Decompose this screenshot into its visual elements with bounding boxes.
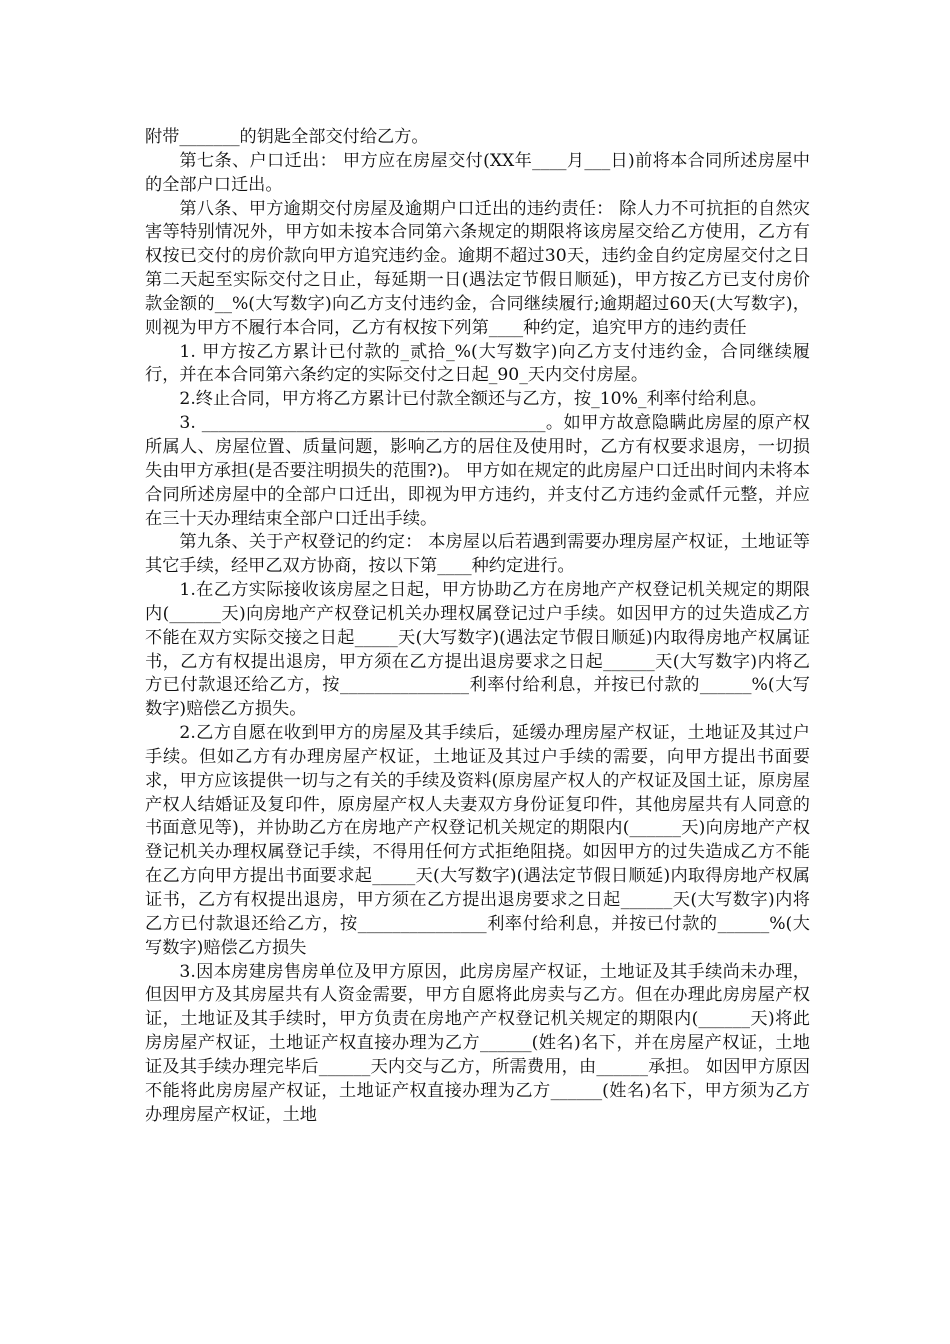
paragraph-key-handover-continuation: 附带_______的钥匙全部交付给乙方。 [145, 127, 429, 147]
paragraph-article-9-option-2: 2.乙方自愿在收到甲方的房屋及其手续后，延缓办理房屋产权证，土地证及其过户手续。但如乙方有办理房屋产权证，土地证及其过户手续的需要，向甲方提出书面要求，甲方应该提供一切与之有关的手续及资料(原房屋产权人的产权证及国土证，原房屋产权人结婚证及复印件，原房屋产权人夫妻双方身份证复印件，其他房屋共有人同意的书面意见等)，并协助乙方在房地产产权登记机关规定的期限内(______天)向房地产产权登记机关办理权属登记手续，不得用任何方式拒绝阻挠。如因甲方的过失造成乙方不能在乙方向甲方提出书面要求起_____天(大写数字)(遇法定节假日顺延)内取得房地产权属证书，乙方有权提出退房，甲方须在乙方提出退房要求之日起______天(大写数字)内将乙方已付款退还给乙方，按_______________利率付给利息，并按已付款的______%(大写数字)赔偿乙方损失 [145, 723, 810, 958]
contract-document-body [145, 126, 810, 1127]
paragraph-article-8-breach-liability: 第八条、甲方逾期交付房屋及逾期户口迁出的违约责任： 除人力不可抗拒的自然灾害等特别情况外，甲方如未按本合同第六条规定的期限将该房屋交给乙方使用，乙方有权按已交付的房价款向甲方追究违约金。逾期不超过30天，违约金自约定房屋交付之日第二天起至实际交付之日止，每延期一日(遇法定节假日顺延)，甲方按乙方已支付房价款金额的__%(大写数字)向乙方支付违约金，合同继续履行;逾期超过60天(大写数字)，则视为甲方不履行本合同，乙方有权按下列第____种约定，追究甲方的违约责任 [145, 198, 810, 338]
paragraph-article-8-option-2: 2.终止合同，甲方将乙方累计已付款全额还与乙方，按_10%_利率付给利息。 [179, 389, 767, 410]
paragraph-article-8-option-3: 3. ________________________________________。如甲方故意隐瞒此房屋的原产权所属人、房屋位置、质量问题，影响乙方的居住及使用时，乙方有权要求退房，一切损失由甲方承担(是否要注明损失的范围?)。 甲方如在规定的此房屋户口迁出时间内未将本合同所述房屋中的全部户口迁出，即视为甲方违约，并支付乙方违约金贰仟元整，并应在三十天办理结束全部户口迁出手续。 [145, 413, 810, 529]
paragraph-article-9-option-3: 3.因本房建房售房单位及甲方原因，此房房屋产权证，土地证及其手续尚未办理，但因甲方及其房屋共有人资金需要，甲方自愿将此房卖与乙方。但在办理此房房屋产权证，土地证及其手续时，甲方负责在房地产产权登记机关规定的期限内(______天)将此房房屋产权证，土地证产权直接办理为乙方______(姓名)名下，并在房屋产权证，土地证及其手续办理完毕后______天内交与乙方，所需费用，由______承担。 如因甲方原因不能将此房房屋产权证，土地证产权直接办理为乙方______(姓名)名下，甲方须为乙方办理房屋产权证，土地 [145, 961, 810, 1125]
paragraph-article-7-hukou-transfer: 第七条、户口迁出： 甲方应在房屋交付(XX年____月___日)前将本合同所述房屋中的全部户口迁出。 [145, 150, 810, 195]
paragraph-article-9-title-registration: 第九条、关于产权登记的约定： 本房屋以后若遇到需要办理房屋产权证，土地证等其它手续，经甲乙双方协商，按以下第____种约定进行。 [145, 532, 810, 577]
paragraph-article-9-option-1: 1.在乙方实际接收该房屋之日起，甲方协助乙方在房地产产权登记机关规定的期限内(______天)向房地产产权登记机关办理权属登记过户手续。如因甲方的过失造成乙方不能在双方实际交接之日起_____天(大写数字)(遇法定节假日顺延)内取得房地产权属证书，乙方有权提出退房，甲方须在乙方提出退房要求之日起______天(大写数字)内将乙方已付款退还给乙方，按_______________利率付给利息，并按已付款的______%(大写数字)赔偿乙方损失。 [145, 580, 810, 720]
paragraph-article-8-option-1: 1. 甲方按乙方累计已付款的_贰拾_%(大写数字)向乙方支付违约金，合同继续履行，并在本合同第六条约定的实际交付之日起_90_天内交付房屋。 [145, 341, 810, 386]
